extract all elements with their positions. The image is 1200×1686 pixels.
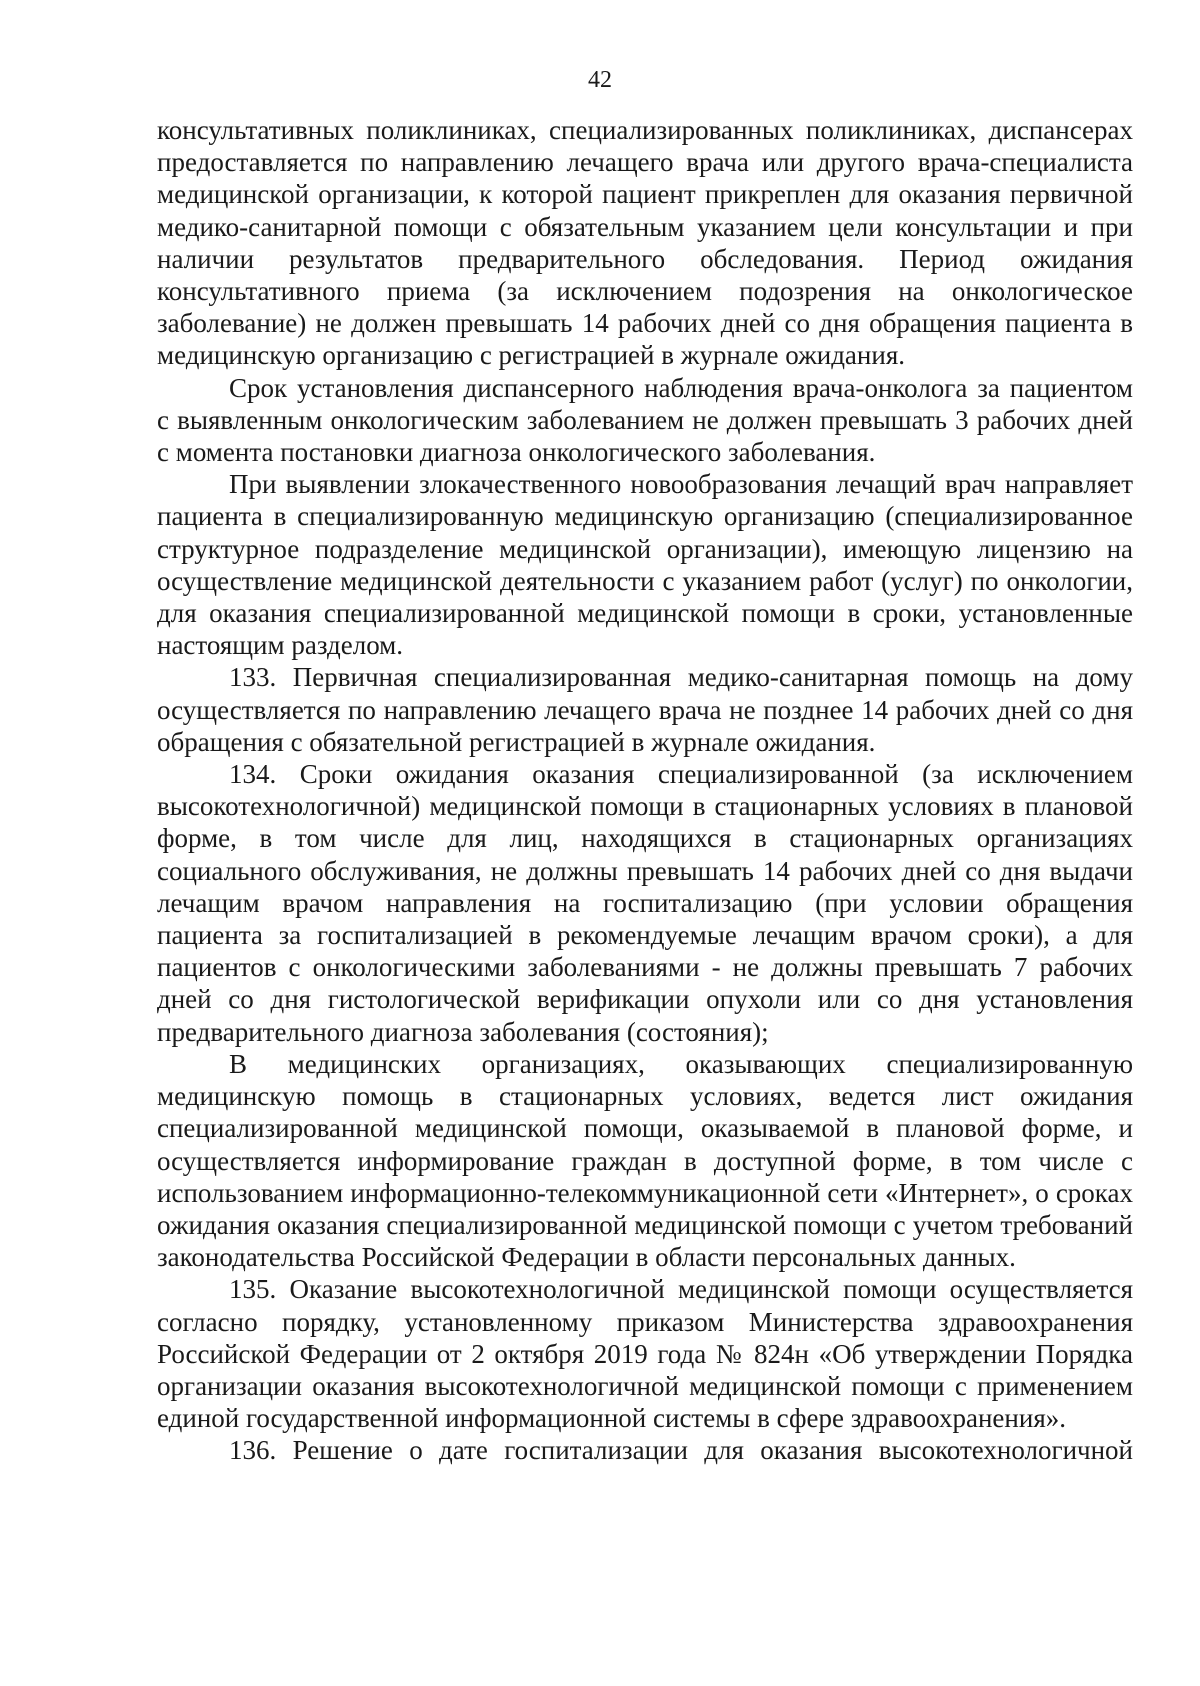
document-body [157, 114, 1133, 1467]
paragraph-oncology-dispensary-term: Срок установления диспансерного наблюдения врача-онколога за пациентом с выявленным онкологическим заболеванием не должен превышать 3 рабочих дней с момента постановки диагноза онкологического заболевания. [157, 372, 1133, 468]
paragraph-134-specialized-care-terms: 134. Сроки ожидания оказания специализированной (за исключением высокотехнологичной) медицинской помощи в стационарных условиях в плановой форме, в том числе для лиц, находящихся в стационарных организациях социального обслуживания, не должны превышать 14 рабочих дней со дня выдачи лечащим врачом направления на госпитализацию (при условии обращения пациента за госпитализацией в рекомендуемые лечащим врачом сроки), а для пациентов с онкологическими заболеваниями - не должны превышать 7 рабочих дней со дня гистологической верификации опухоли или со дня установления предварительного диагноза заболевания (состояния); [157, 759, 1133, 1047]
paragraph-consultation-waiting: консультативных поликлиниках, специализированных поликлиниках, диспансерах предоставляется по направлению лечащего врача или другого врача-специалиста медицинской организации, к которой пациент прикреплен для оказания первичной медико-санитарной помощи с обязательным указанием цели консультации и при наличии результатов предварительного обследования. Период ожидания консультативного приема (за исключением подозрения на онкологическое заболевание) не должен превышать 14 рабочих дней со дня обращения пациента в медицинскую организацию с регистрацией в журнале ожидания. [157, 115, 1133, 371]
paragraph-136-hospitalization-date: 136. Решение о дате госпитализации для оказания высокотехнологичной [229, 1435, 1133, 1466]
paragraph-waiting-list: В медицинских организациях, оказывающих специализированную медицинскую помощь в стационарных условиях, ведется лист ожидания специализированной медицинской помощи, оказываемой в плановой форме, и осуществляется информирование граждан в доступной форме, в том числе с использованием информационно-телекоммуникационной сети «Интернет», о сроках ожидания оказания специализированной медицинской помощи с учетом требований законодательства Российской Федерации в области персональных данных. [157, 1048, 1133, 1273]
paragraph-malignancy-referral: При выявлении злокачественного новообразования лечащий врач направляет пациента в специализированную медицинскую организацию (специализированное структурное подразделение медицинской организации), имеющую лицензию на осуществление медицинской деятельности с указанием работ (услуг) по онкологии, для оказания специализированной медицинской помощи в сроки, установленные настоящим разделом. [157, 469, 1133, 661]
paragraph-133-home-care: 133. Первичная специализированная медико-санитарная помощь на дому осуществляется по направлению лечащего врача не позднее 14 рабочих дней со дня обращения с обязательной регистрацией в журнале ожидания. [157, 662, 1133, 757]
paragraph-135-high-tech-care: 135. Оказание высокотехнологичной медицинской помощи осуществляется согласно порядку, установленному приказом Министерства здравоохранения Российской Федерации от 2 октября 2019 года № 824н «Об утверждении Порядка организации оказания высокотехнологичной медицинской помощи с применением единой государственной информационной системы в сфере здравоохранения». [157, 1274, 1133, 1434]
page-number: 42 [588, 67, 612, 93]
